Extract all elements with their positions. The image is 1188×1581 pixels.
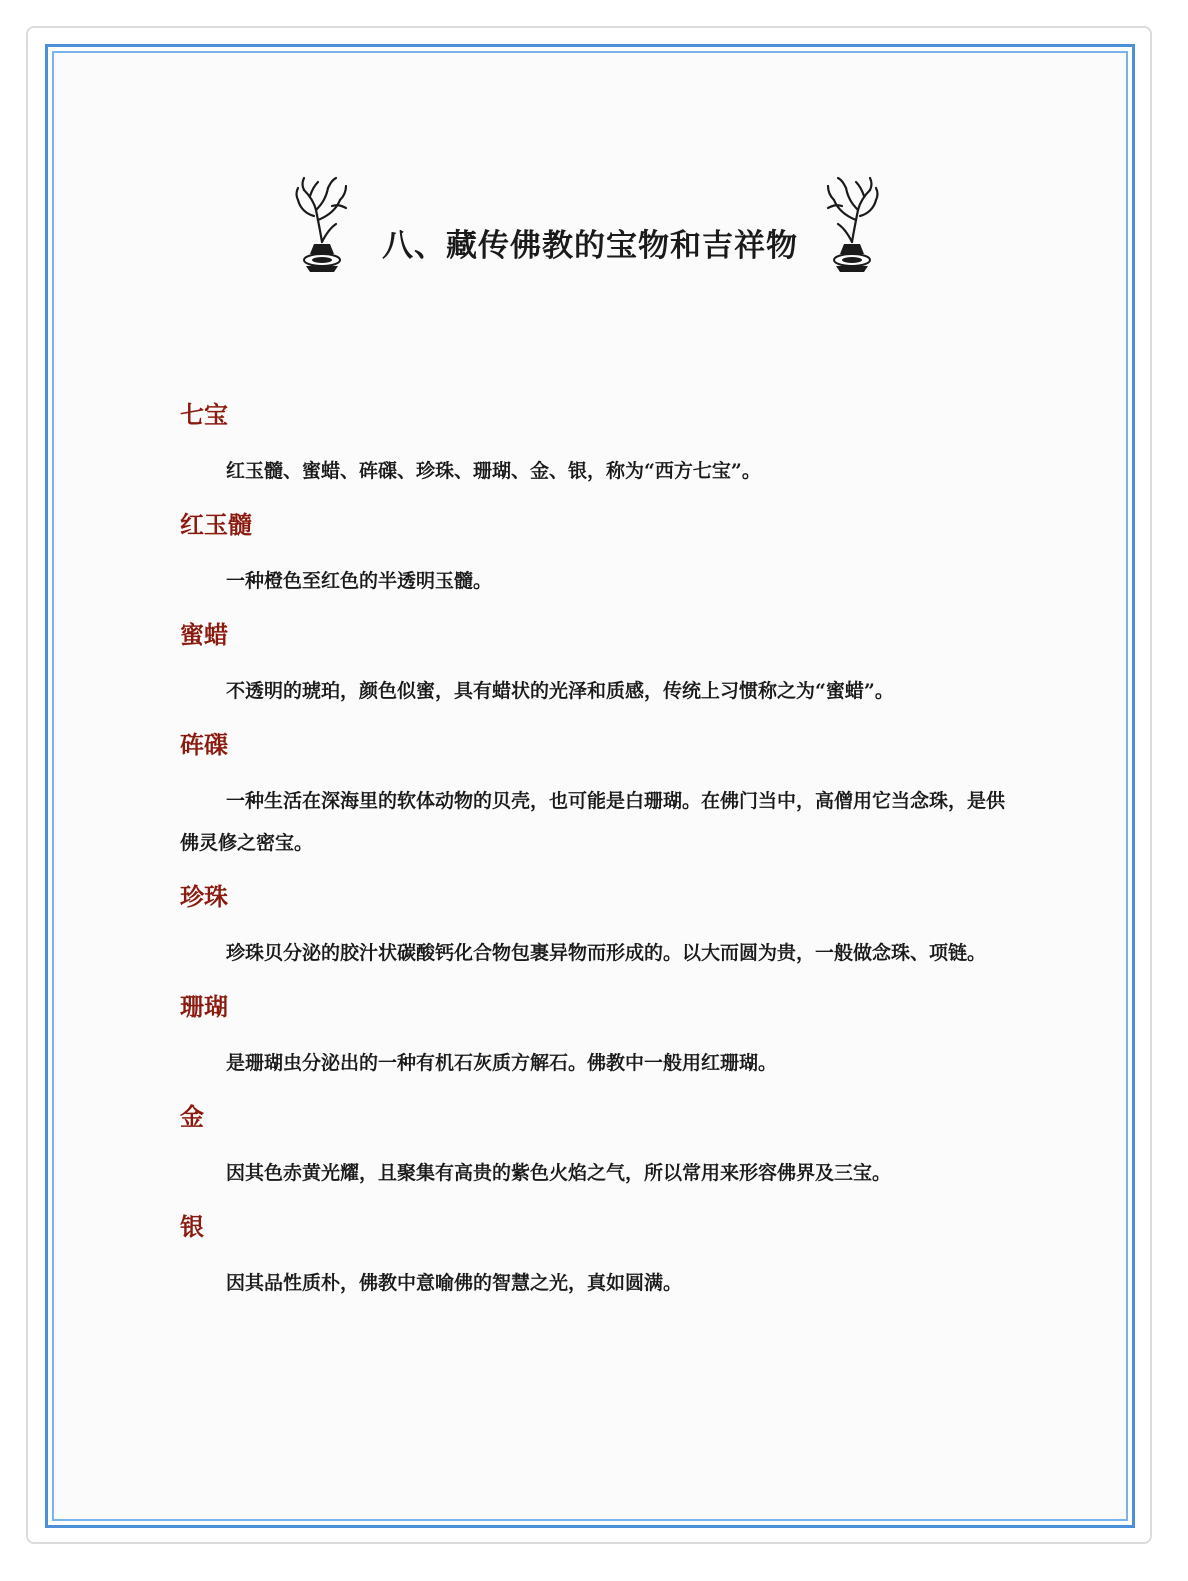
entry-heading: 七宝 — [180, 400, 228, 429]
entry-list — [180, 398, 1010, 1320]
entry-heading: 砗磲 — [180, 730, 228, 759]
entry-zhenzhu — [180, 880, 1010, 974]
entry-text: 一种橙色至红色的半透明玉髓。 — [226, 570, 493, 592]
entry-text: 珍珠贝分泌的胶汁状碳酸钙化合物包裹异物而形成的。以大而圆为贵，一般做念珠、项链。 — [226, 942, 987, 964]
entry-qibao — [180, 398, 1010, 492]
entry-heading: 珊瑚 — [180, 992, 228, 1021]
entry-text: 因其品性质朴，佛教中意喻佛的智慧之光，真如圆满。 — [226, 1272, 683, 1294]
entry-text: 因其色赤黄光耀，且聚集有高贵的紫色火焰之气，所以常用来形容佛界及三宝。 — [226, 1162, 892, 1184]
entry-hongyusui — [180, 508, 1010, 602]
entry-heading: 银 — [180, 1212, 204, 1241]
entry-yin — [180, 1210, 1010, 1304]
entry-heading: 珍珠 — [180, 882, 228, 911]
entry-jin — [180, 1100, 1010, 1194]
entry-heading: 金 — [180, 1102, 204, 1131]
entry-shanhu — [180, 990, 1010, 1084]
page-title: 八、藏传佛教的宝物和吉祥物 — [382, 228, 798, 264]
entry-text: 不透明的琥珀，颜色似蜜，具有蜡状的光泽和质感，传统上习惯称之为“蜜蜡”。 — [226, 680, 894, 702]
entry-text: 是珊瑚虫分泌出的一种有机石灰质方解石。佛教中一般用红珊瑚。 — [226, 1052, 778, 1074]
entry-text: 红玉髓、蜜蜡、砗磲、珍珠、珊瑚、金、银，称为“西方七宝”。 — [226, 460, 761, 482]
entry-heading: 蜜蜡 — [180, 620, 228, 649]
entry-heading: 红玉髓 — [180, 510, 252, 539]
coral-branch-icon — [822, 172, 882, 274]
entry-chequ — [180, 728, 1010, 864]
coral-branch-icon — [292, 172, 352, 274]
entry-mila — [180, 618, 1010, 712]
title-block — [290, 172, 890, 282]
entry-text: 一种生活在深海里的软体动物的贝壳，也可能是白珊瑚。在佛门当中，高僧用它当念珠，是供佛灵修之密宝。 — [180, 790, 1006, 854]
